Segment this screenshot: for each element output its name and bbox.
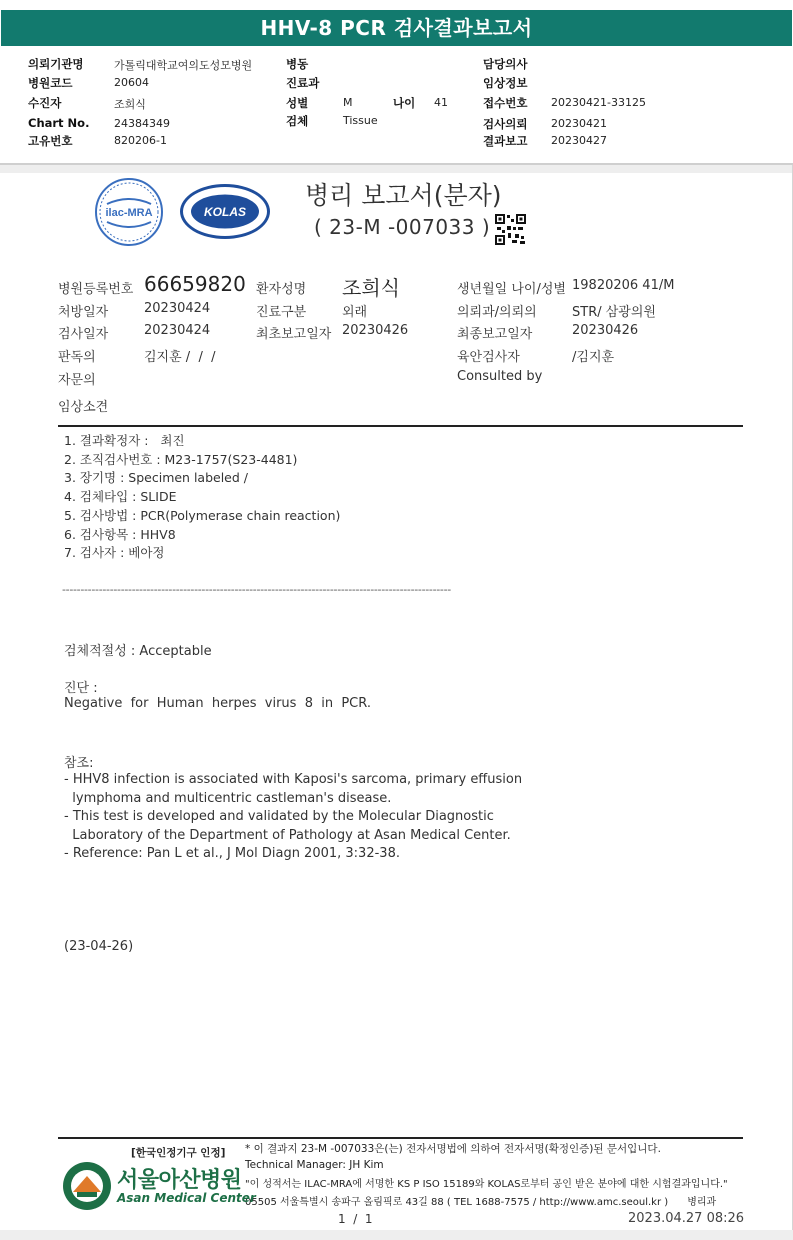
- label-specimen: 검체: [286, 114, 309, 128]
- specimen-adequacy: 검체적절성 : Acceptable: [64, 644, 212, 659]
- section-rule: [58, 425, 743, 427]
- value-referring: STR/ 삼광의원: [572, 305, 656, 320]
- value-accession-no: 20230421-33125: [551, 96, 646, 109]
- label-unique-no: 고유번호: [28, 134, 73, 148]
- label-exam-date: 검사일자: [58, 327, 109, 342]
- label-hospital-code: 병원코드: [28, 76, 73, 90]
- label-care-type: 진료구분: [256, 305, 307, 320]
- label-institution: 의뢰기관명: [28, 57, 84, 71]
- value-request-date: 20230421: [551, 117, 607, 130]
- value-patient-name: 조희식: [342, 276, 400, 300]
- technical-manager: Technical Manager: JH Kim: [245, 1159, 384, 1171]
- list-item: 6. 검사항목 : HHV8: [64, 526, 176, 542]
- reference-line: - Reference: Pan L et al., J Mol Diagn 2001, 3:32-38.: [64, 846, 400, 862]
- report-title-bar: HHV-8 PCR 검사결과보고서: [1, 10, 792, 46]
- reference-line: - This test is developed and validated by the Molecular Diagnostic: [64, 809, 494, 825]
- value-reader: 김지훈 / / /: [144, 350, 216, 365]
- label-doctor: 담당의사: [483, 57, 528, 71]
- value-hospital-code: 20604: [114, 76, 149, 89]
- diagnosis-label: 진단 :: [64, 681, 98, 696]
- label-patient: 수진자: [28, 96, 62, 110]
- result-items: [64, 432, 340, 563]
- hospital-name-korean: 서울아산병원: [117, 1168, 242, 1193]
- value-birth-age-sex: 19820206 41/M: [572, 278, 675, 293]
- label-reader: 판독의: [58, 350, 96, 365]
- label-request-date: 검사의뢰: [483, 117, 528, 131]
- label-ward: 병동: [286, 57, 309, 71]
- diagnosis-text: Negative for Human herpes virus 8 in PCR.: [64, 696, 371, 711]
- hospital-name-english: Asan Medical Center: [117, 1191, 256, 1205]
- report-date: (23-04-26): [64, 939, 134, 954]
- label-consultant: 자문의: [58, 373, 96, 388]
- value-result-date: 20230427: [551, 134, 607, 147]
- label-first-report-date: 최초보고일자: [256, 327, 332, 342]
- report-number: ( 23-M -007033 ): [314, 215, 491, 239]
- hospital-address: 05505 서울특별시 송파구 올림픽로 43길 88 ( TEL 1688-7575 / http://www.amc.seoul.kr ) 병리과: [245, 1197, 717, 1208]
- value-prescription-date: 20230424: [144, 301, 211, 316]
- report-heading: 병리 보고서(분자): [305, 181, 502, 210]
- value-final-report-date: 20230426: [572, 323, 639, 338]
- footer-rule: [58, 1137, 743, 1139]
- value-unique-no: 820206-1: [114, 134, 167, 147]
- reference-line: - HHV8 infection is associated with Kaposi's sarcoma, primary effusion: [64, 772, 523, 787]
- value-sex: M: [343, 96, 353, 109]
- label-final-report-date: 최종보고일자: [457, 327, 533, 342]
- dashed-separator: ----------------------------------------------------------------------------------------------------------: [62, 583, 451, 596]
- page-number: 1 / 1: [338, 1212, 373, 1226]
- list-item: 2. 조직검사번호 : M23-1757(S23-4481): [64, 451, 298, 467]
- label-accession-no: 접수번호: [483, 96, 528, 110]
- kolas-logo-text: KOLAS: [204, 205, 246, 219]
- reference-label: 참조:: [64, 756, 94, 771]
- e-signature-note: * 이 결과지 23-M -007033은(는) 전자서명법에 의하여 전자서명(확정인증)된 문서입니다.: [245, 1143, 661, 1155]
- asan-emblem-icon: [63, 1162, 111, 1210]
- value-institution: 가톨릭대학교여의도성모병원: [114, 59, 253, 72]
- value-gross-examiner: /김지훈: [572, 350, 615, 365]
- accreditation-label: [한국인정기구 인정]: [131, 1147, 226, 1159]
- label-sex: 성별: [286, 96, 309, 110]
- print-timestamp: 2023.04.27 08:26: [628, 1211, 745, 1226]
- page-bottom-gap: [0, 1230, 793, 1240]
- label-gross-examiner: 육안검사자: [457, 350, 520, 365]
- qr-code-icon: [495, 214, 526, 245]
- label-prescription-date: 처방일자: [58, 305, 109, 320]
- value-specimen: Tissue: [343, 114, 378, 127]
- label-patient-name: 환자성명: [256, 282, 307, 297]
- page-gap: [0, 165, 793, 173]
- label-birth-age-sex: 생년월일 나이/성별: [457, 282, 566, 297]
- value-chart-no: 24384349: [114, 117, 170, 130]
- value-exam-date: 20230424: [144, 323, 211, 338]
- ilac-logo-text: ilac-MRA: [105, 207, 153, 219]
- ilac-mra-logo: [95, 178, 163, 246]
- label-clinical-findings: 임상소견: [58, 400, 109, 415]
- kolas-logo: [180, 184, 270, 239]
- list-item: 4. 검체타입 : SLIDE: [64, 489, 177, 505]
- reference-line: Laboratory of the Department of Pathology at Asan Medical Center.: [64, 827, 511, 843]
- list-item: 1. 결과확정자 : 최진: [64, 433, 185, 448]
- request-header: [0, 54, 793, 164]
- consulted-by: Consulted by: [457, 369, 543, 384]
- label-referring: 의뢰과/의뢰의: [457, 305, 537, 320]
- label-registration-no: 병원등록번호: [58, 282, 134, 297]
- value-care-type: 외래: [342, 305, 368, 320]
- label-chart-no: Chart No.: [28, 116, 90, 130]
- accreditation-statement: "이 성적서는 ILAC-MRA에 서명한 KS P ISO 15189와 KOLAS로부터 공인 받은 분야에 대한 시험결과입니다.": [245, 1179, 728, 1190]
- value-first-report-date: 20230426: [342, 323, 409, 338]
- value-registration-no: 66659820: [144, 272, 246, 296]
- list-item: 3. 장기명 : Specimen labeled /: [64, 470, 248, 486]
- label-age: 나이: [393, 96, 416, 110]
- reference-line: lymphoma and multicentric castleman's disease.: [64, 790, 392, 806]
- list-item: 5. 검사방법 : PCR(Polymerase chain reaction): [64, 507, 341, 523]
- value-patient: 조희식: [114, 98, 146, 111]
- value-age: 41: [434, 96, 448, 109]
- reference-list: [64, 771, 522, 864]
- list-item: 7. 검사자 : 베아정: [64, 545, 165, 561]
- label-clinical-info: 임상정보: [483, 76, 528, 90]
- label-department: 진료과: [286, 76, 320, 90]
- label-result-date: 결과보고: [483, 134, 528, 148]
